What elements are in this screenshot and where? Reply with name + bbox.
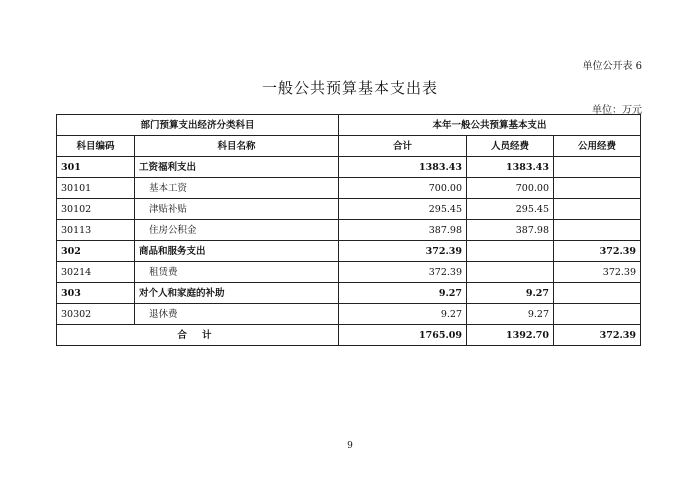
cell-name: 住房公积金	[135, 220, 339, 241]
cell-name: 对个人和家庭的补助	[135, 283, 339, 304]
table-row	[57, 220, 641, 241]
total-label: 合 计	[57, 325, 339, 346]
unit-label: 单位：万元	[592, 105, 642, 116]
cell-name: 工资福利支出	[135, 157, 339, 178]
total-row	[57, 325, 641, 346]
cell-public	[554, 220, 641, 241]
cell-total: 1383.43	[339, 157, 467, 178]
total-sum: 1765.09	[339, 325, 467, 346]
cell-public	[554, 283, 641, 304]
cell-public: 372.39	[554, 241, 641, 262]
cell-code: 303	[57, 283, 135, 304]
cell-code: 30101	[57, 178, 135, 199]
cell-total: 387.98	[339, 220, 467, 241]
cell-code: 30102	[57, 199, 135, 220]
page-number: 9	[347, 441, 353, 451]
cell-public	[554, 199, 641, 220]
group-header-expenditure: 本年一般公共预算基本支出	[339, 115, 641, 136]
col-header-total: 合计	[339, 136, 467, 157]
cell-name: 基本工资	[135, 178, 339, 199]
cell-code: 30302	[57, 304, 135, 325]
table-row	[57, 157, 641, 178]
total-personnel: 1392.70	[467, 325, 554, 346]
cell-personnel: 9.27	[467, 283, 554, 304]
cell-personnel: 295.45	[467, 199, 554, 220]
table-row	[57, 178, 641, 199]
cell-name: 租赁费	[135, 262, 339, 283]
cell-name: 退休费	[135, 304, 339, 325]
cell-code: 301	[57, 157, 135, 178]
budget-table	[56, 114, 641, 346]
cell-public	[554, 157, 641, 178]
column-header-row	[57, 136, 641, 157]
cell-public	[554, 178, 641, 199]
col-header-personnel: 人员经费	[467, 136, 554, 157]
cell-public: 372.39	[554, 262, 641, 283]
table-row	[57, 241, 641, 262]
table-row	[57, 199, 641, 220]
cell-personnel: 387.98	[467, 220, 554, 241]
cell-code: 302	[57, 241, 135, 262]
cell-personnel	[467, 241, 554, 262]
cell-code: 30113	[57, 220, 135, 241]
cell-total: 9.27	[339, 304, 467, 325]
cell-public	[554, 304, 641, 325]
table-row	[57, 304, 641, 325]
cell-name: 津贴补贴	[135, 199, 339, 220]
cell-total: 372.39	[339, 241, 467, 262]
cell-personnel	[467, 262, 554, 283]
cell-personnel: 700.00	[467, 178, 554, 199]
cell-total: 700.00	[339, 178, 467, 199]
cell-total: 9.27	[339, 283, 467, 304]
cell-personnel: 1383.43	[467, 157, 554, 178]
total-public: 372.39	[554, 325, 641, 346]
page-title: 一般公共预算基本支出表	[261, 79, 438, 97]
cell-total: 295.45	[339, 199, 467, 220]
col-header-name: 科目名称	[135, 136, 339, 157]
table-row	[57, 283, 641, 304]
col-header-public: 公用经费	[554, 136, 641, 157]
table-tag: 单位公开表 6	[582, 61, 642, 72]
group-header-row	[57, 115, 641, 136]
cell-total: 372.39	[339, 262, 467, 283]
cell-code: 30214	[57, 262, 135, 283]
table-row	[57, 262, 641, 283]
col-header-code: 科目编码	[57, 136, 135, 157]
cell-personnel: 9.27	[467, 304, 554, 325]
cell-name: 商品和服务支出	[135, 241, 339, 262]
group-header-classification: 部门预算支出经济分类科目	[57, 115, 339, 136]
